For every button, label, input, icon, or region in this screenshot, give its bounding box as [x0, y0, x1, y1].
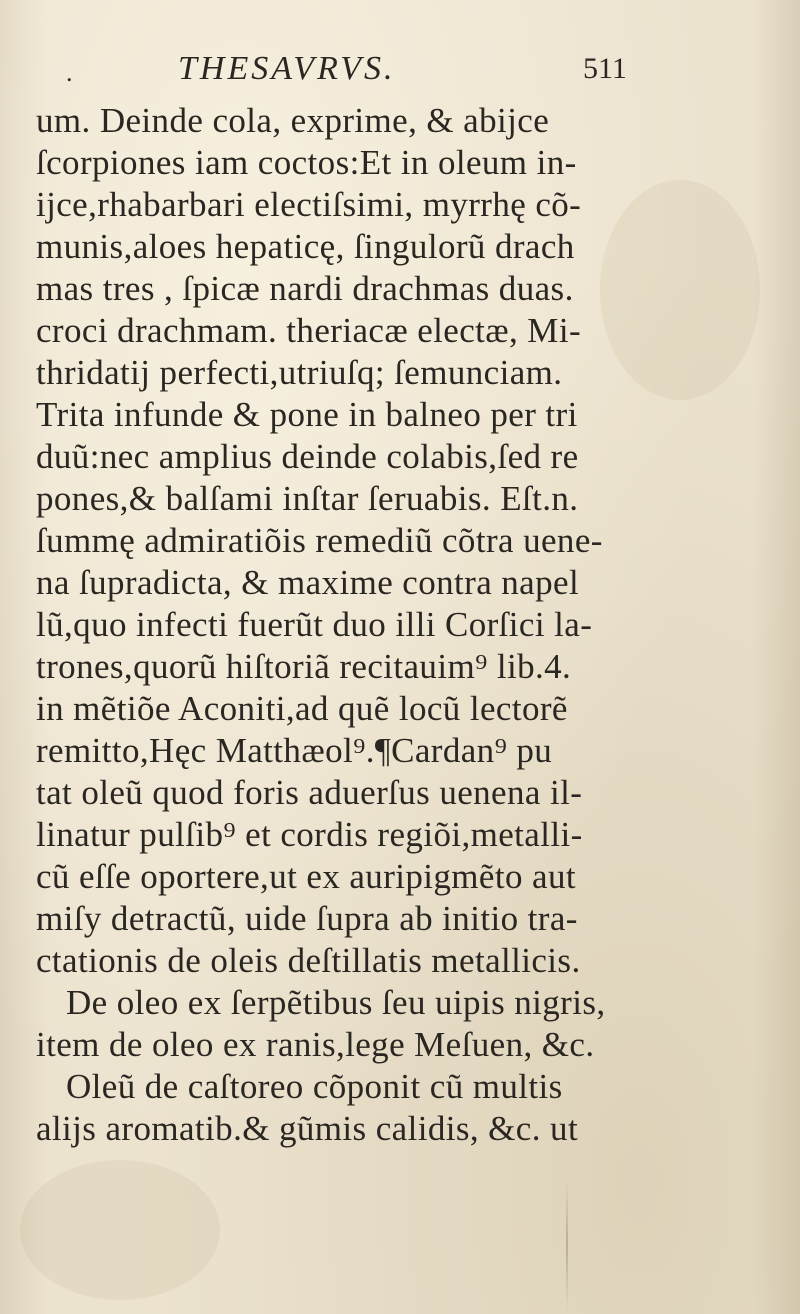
text-line: linatur pulſib⁹ et cordis regiõi,metalli- [36, 815, 583, 854]
text-line: mas tres , ſpicæ nardi drachmas duas. [36, 269, 574, 308]
page-number: 511 [583, 52, 627, 85]
text-line: cũ eſſe oportere,ut ex auripigmẽto aut [36, 857, 576, 896]
running-head-title: THESAVRVS. [178, 50, 396, 87]
text-line: ctationis de oleis deſtillatis metallicis. [36, 941, 581, 980]
body-text [30, 100, 640, 1150]
text-line: trones,quorũ hiſtoriã recitauim⁹ lib.4. [36, 647, 572, 686]
text-line: na ſupradicta, & maxime contra napel [36, 563, 580, 602]
text-line: item de oleo ex ranis,lege Meſuen, &c. [36, 1025, 595, 1064]
paper-stain [20, 1160, 220, 1300]
text-line: remitto,Hęc Matthæol⁹.¶Cardan⁹ pu [36, 731, 553, 770]
page-crease [566, 1180, 568, 1310]
paragraph-start-line: De oleo ex ſerpẽtibus ſeu uipis nigris, [66, 983, 606, 1022]
text-line: tat oleũ quod foris aduerſus uenena il- [36, 773, 583, 812]
running-head [0, 50, 800, 90]
text-line: ijce,rhabarbari electiſsimi, myrrhę cõ- [36, 185, 582, 224]
text-line: lũ,quo infecti fuerũt duo illi Corſici la- [36, 605, 593, 644]
running-head-marker: . [66, 58, 73, 87]
text-line: Trita infunde & pone in balneo per tri [36, 395, 578, 434]
text-line: miſy detractũ, uide ſupra ab initio tra- [36, 899, 578, 938]
text-line: pones,& balſami inſtar ſeruabis. Eſt.n. [36, 479, 579, 518]
text-line: ſcorpiones iam coctos:Et in oleum in- [36, 143, 577, 182]
paragraph-start-line: Oleũ de caſtoreo cõponit cũ multis [66, 1067, 563, 1106]
text-line: duũ:nec amplius deinde colabis,ſed re [36, 437, 579, 476]
text-line: ſummę admiratiõis remediũ cõtra uene- [36, 521, 603, 560]
text-line: alijs aromatib.& gũmis calidis, &c. ut [36, 1109, 579, 1148]
text-line: in mẽtiõe Aconiti,ad quẽ locũ lectorẽ [36, 689, 568, 728]
text-line: um. Deinde cola, exprime, & abijce [36, 101, 550, 140]
text-line: croci drachmam. theriacæ electæ, Mi- [36, 311, 582, 350]
text-line: thridatij perfecti,utriuſq; ſemunciam. [36, 353, 563, 392]
text-line: munis,aloes hepaticę, ſingulorũ drach [36, 227, 575, 266]
